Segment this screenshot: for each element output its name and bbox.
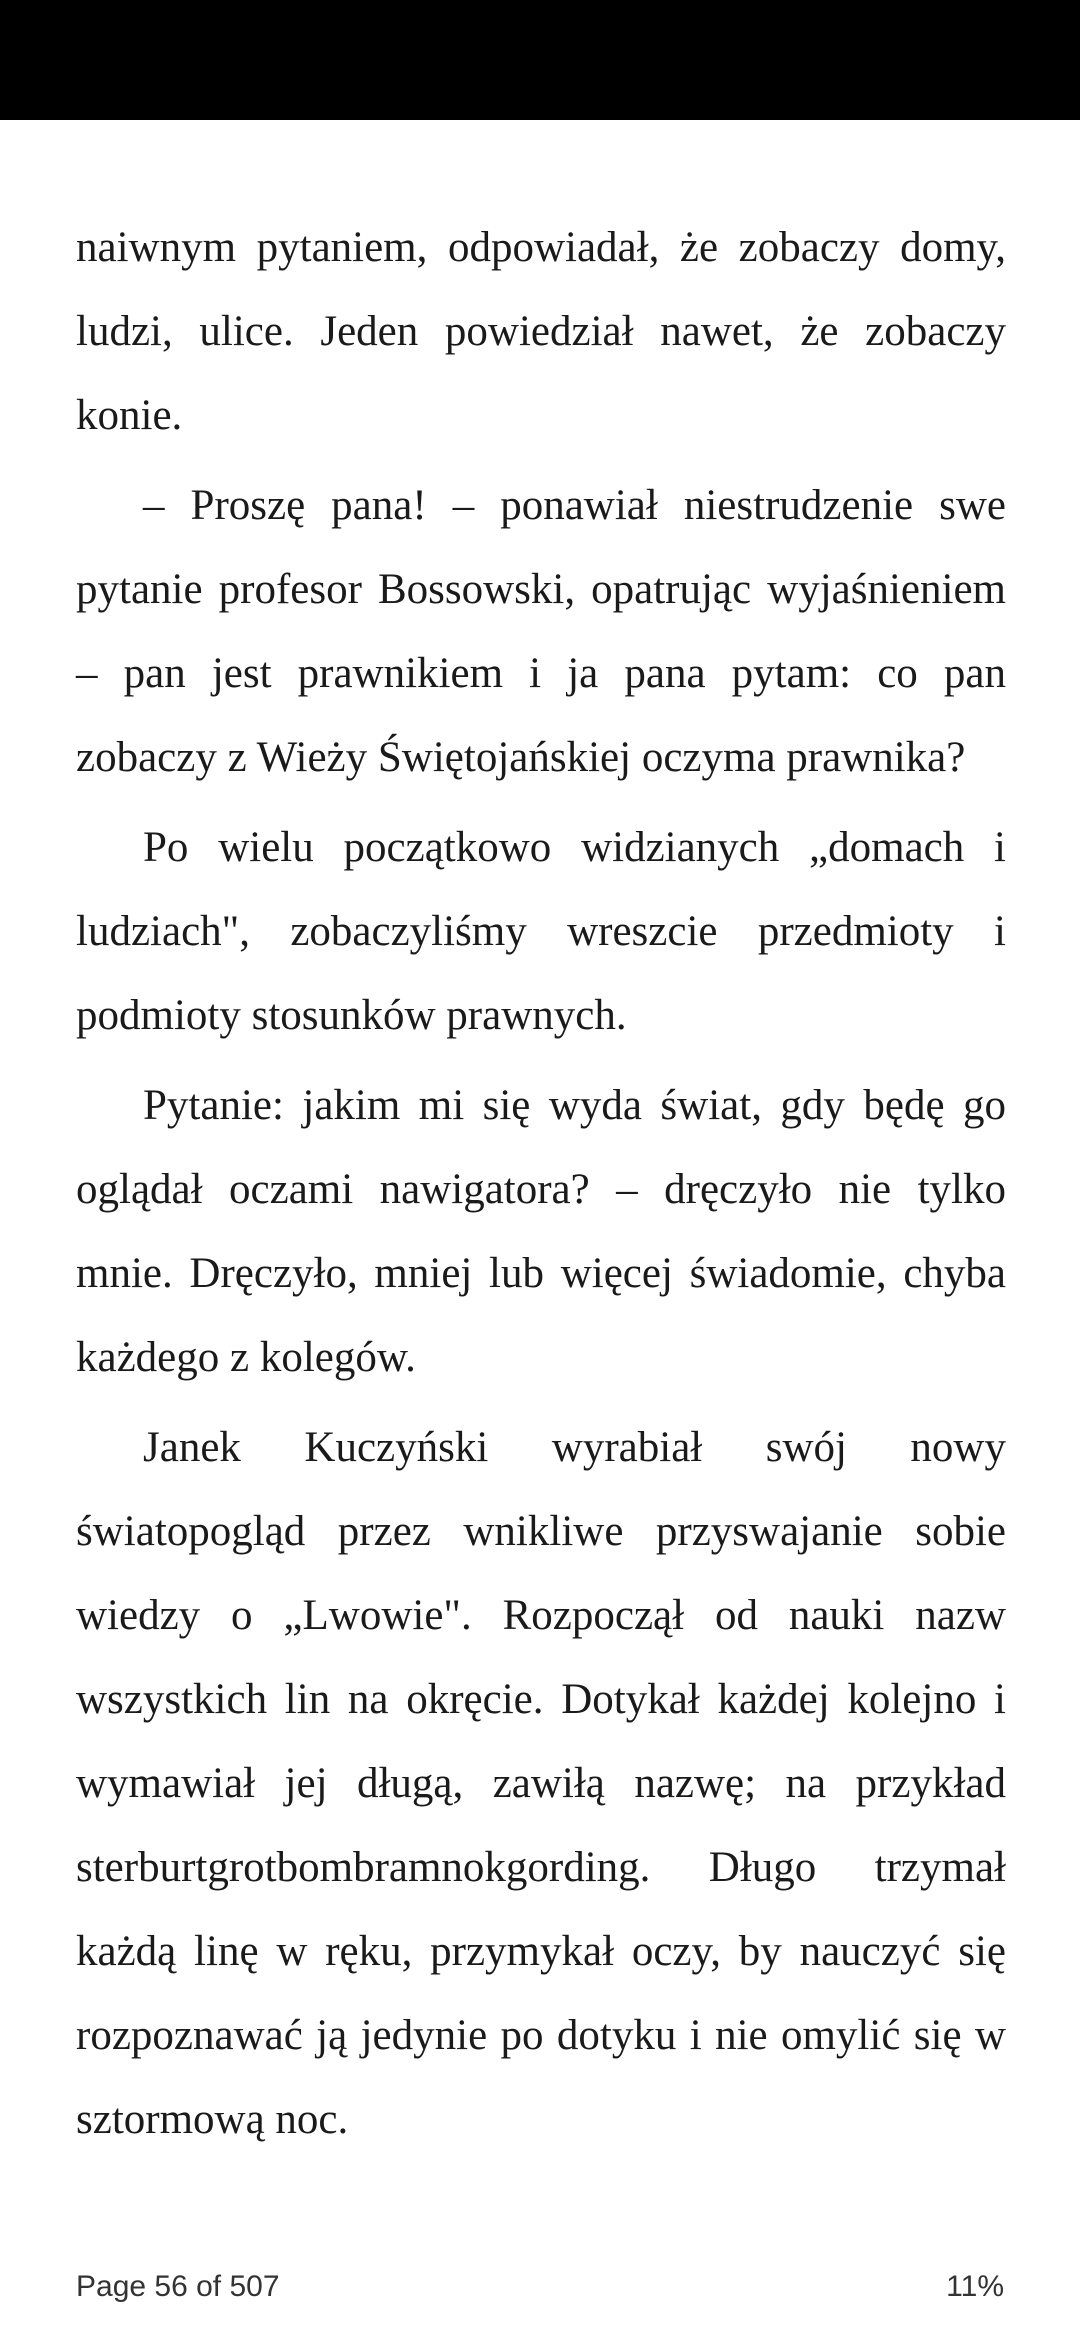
reader-page[interactable] [76,206,1006,2168]
paragraph-5: Janek Kuczyński wyrabiał swój nowy światopogląd przez wnikliwe przyswajanie sobie wiedzy o „Lwowie". Rozpoczął od nauki nazw wszystkich lin na okręcie. Dotykał każdej kolejno i wymawiał jej długą, zawiłą nazwę; na przykład sterburtgrotbombramnokgording. Długo trzymał każdą linę w ręku, przymykał oczy, by nauczyć się rozpoznawać ją jedynie po dotyku i nie omylić się w sztormową noc. [76,1424,1006,2143]
paragraph-1: naiwnym pytaniem, odpowiadał, że zobaczy domy, ludzi, ulice. Jeden powiedział nawet, że zobaczy konie. [76,224,1006,439]
status-bar [0,0,1080,120]
reading-progress: 11% [946,2270,1004,2303]
paragraph-2: – Proszę pana! – ponawiał niestrudzenie swe pytanie profesor Bossowski, opatrując wyjaśnieniem – pan jest prawnikiem i ja pana pytam: co pan zobaczy z Wieży Świętojańskiej oczyma prawnika? [76,482,1006,781]
page-indicator: Page 56 of 507 [76,2270,280,2303]
paragraph-3: Po wielu początkowo widzianych „domach i ludziach", zobaczyliśmy wreszcie przedmioty i podmioty stosunków prawnych. [76,824,1006,1039]
paragraph-4: Pytanie: jakim mi się wyda świat, gdy będę go oglądał oczami nawigatora? – dręczyło nie tylko mnie. Dręczyło, mniej lub więcej świadomie, chyba każdego z kolegów. [76,1082,1006,1381]
